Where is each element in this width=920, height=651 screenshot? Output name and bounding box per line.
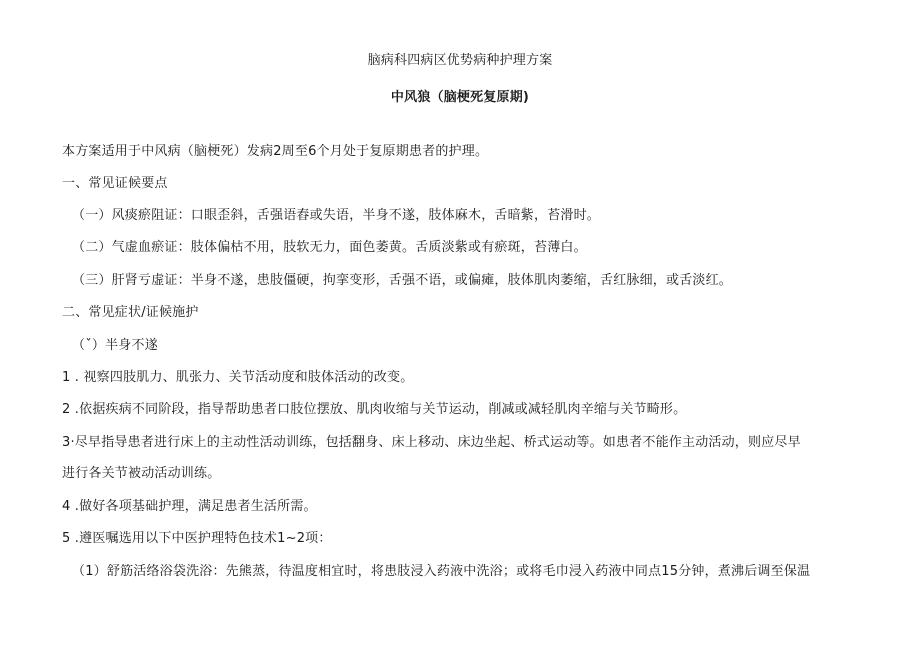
care-item-3-continued: 进行各关节被动活动训练。 <box>62 466 221 481</box>
care-item-4: 4 .做好各项基础护理，满足患者生活所需。 <box>62 499 317 514</box>
subsection-heading-hemiplegia: （ˇ）半身不遂 <box>72 338 158 353</box>
paragraph-scope: 本方案适用于中风病（脑梗死）发病2周至6个月处于复原期患者的护理。 <box>62 144 489 159</box>
syndrome-item-1: （一）风痰瘀阻证：口眼歪斜，舌强语舂或失语，半身不遂，肢体麻木，舌暗紫，苔滑时。 <box>72 208 601 223</box>
document-title: 脑病科四病区优势病种护理方案 <box>367 53 553 68</box>
document-subtitle: 中风狼（脑梗死复原期) <box>390 90 530 105</box>
section-heading-syndromes: 一、常见证候要点 <box>62 176 168 191</box>
technique-item-1: （1）舒筋活络浴袋洗浴：先熊蒸，待温度相宜时，将患肢浸入药液中洗浴；或将毛巾浸入药液中同点15分钟，煮沸后调至保温 <box>72 564 811 579</box>
care-item-1: 1 . 视察四肢肌力、肌张力、关节活动度和肢体活动的改变。 <box>62 370 414 385</box>
care-item-5: 5 .遵医嘱选用以下中医护理特色技术1~2项： <box>62 531 332 546</box>
care-item-3: 3·尽早指导患者进行床上的主动性活动训练，包括翻身、床上移动、床边坐起、桥式运动等。如患者不能作主动活动，则应尽早 <box>62 435 801 450</box>
syndrome-item-3: （三）肝肾亏虚证：半身不遂，患肢僵硬，拘挛变形，舌强不语，或偏瘫，肢体肌肉萎缩，舌红脉细，或舌淡红。 <box>72 273 733 288</box>
care-item-2: 2 .依据疾病不同阶段，指导帮助患者口肢位摆放、肌肉收缩与关节运动，削减或减轻肌肉辛缩与关节畸形。 <box>62 402 687 417</box>
syndrome-item-2: （二）气虚血瘀证：肢体偏枯不用，肢软无力，面色萎黄。舌质淡紫或有瘀斑，苔薄白。 <box>72 240 587 255</box>
section-heading-care: 二、常见症状/证候施护 <box>62 305 199 320</box>
